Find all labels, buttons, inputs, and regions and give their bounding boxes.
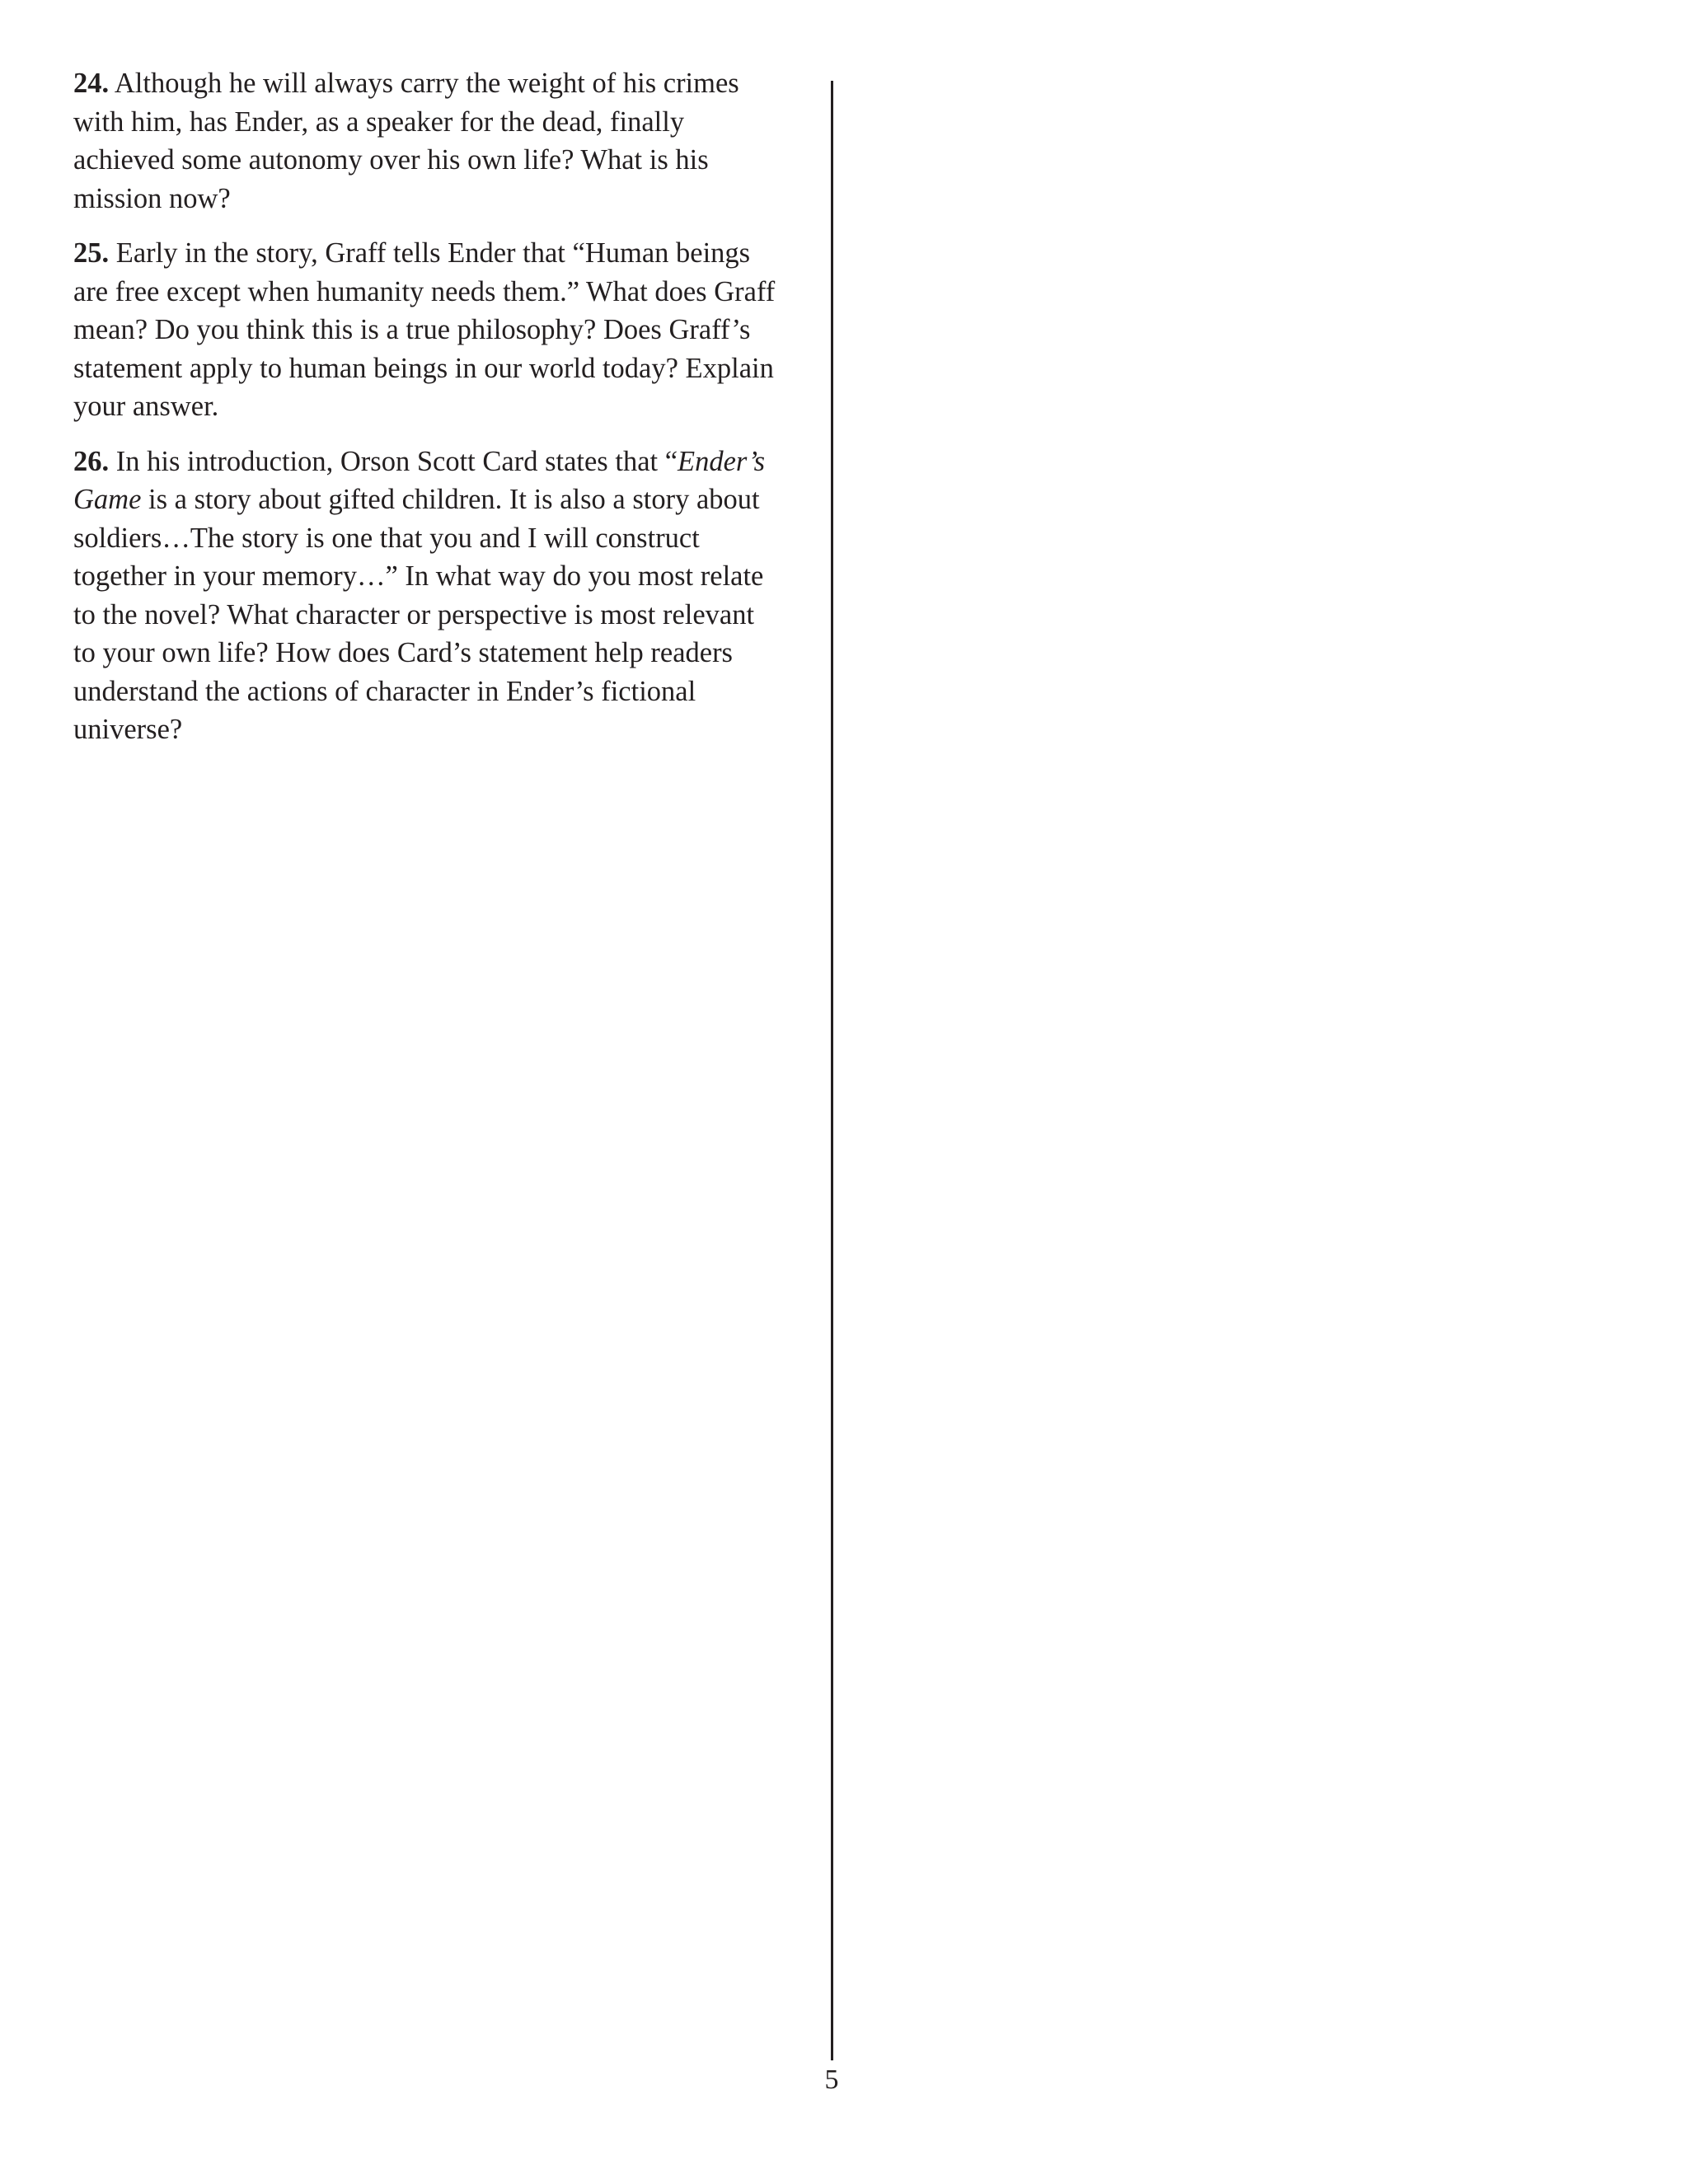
book-title: Ender’s Game	[73, 445, 766, 515]
page-number: 5	[824, 2064, 839, 2095]
question-text-before: In his introduction, Orson Scott Card states that “	[115, 445, 678, 477]
question-text-after: is a story about gifted children. It is also a story about soldiers…The story is one that you and I will construct together in your memory…” In what way do you most relate to the novel? What character or perspective is most relevant to your own life? How does Card’s statement help readers understand the actions of character in Ender’s fictional universe?	[73, 484, 764, 745]
question-number: 25.	[73, 237, 110, 269]
left-column	[73, 64, 779, 766]
question-24	[73, 64, 779, 218]
question-number: 26.	[73, 445, 110, 477]
question-number: 24.	[73, 68, 110, 99]
column-divider	[831, 81, 833, 2060]
question-text: Although he will always carry the weight of his crimes with him, has Ender, as a speaker for the dead, finally achieved some autonomy over his own life? What is his mission now?	[73, 68, 739, 214]
question-25	[73, 234, 779, 426]
question-26	[73, 443, 779, 749]
question-text: Early in the story, Graff tells Ender that “Human beings are free except when humanity needs them.” What does Graff mean? Do you think this is a true philosophy? Does Graff’s statement apply to human beings in our world today? Explain your answer.	[73, 237, 776, 422]
